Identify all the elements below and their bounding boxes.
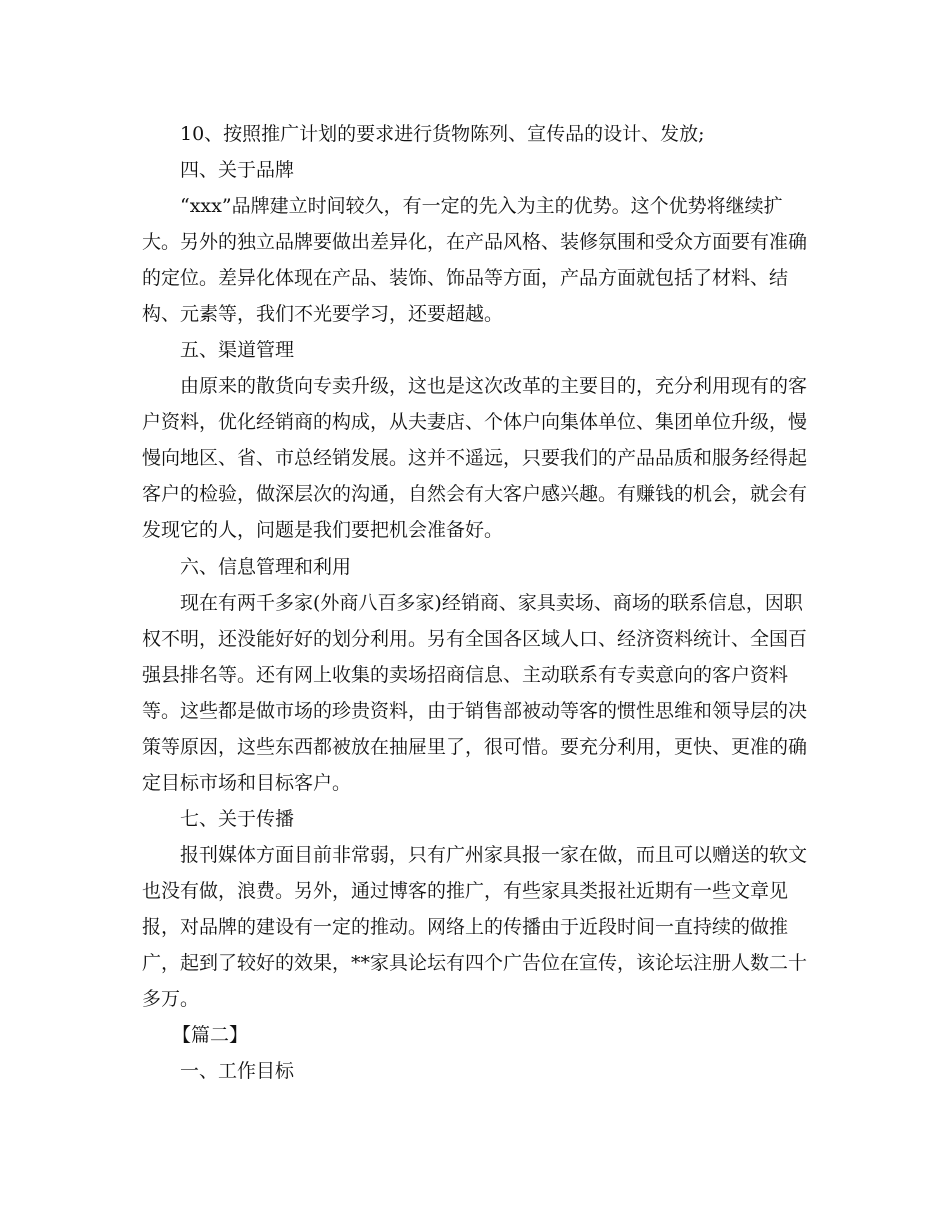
text-line: 发现它的人，问题是我们要把机会准备好。 [142, 519, 504, 541]
text-line: 大。另外的独立品牌要做出差异化，在产品风格、装修氛围和受众方面要有准确 [142, 231, 808, 253]
text-line: 等。这些都是做市场的珍贵资料，由于销售部被动等客的惯性思维和领导层的决 [142, 700, 808, 722]
text-line: 构、元素等，我们不光要学习，还要超越。 [142, 303, 504, 325]
text-line: 权不明，还没能好好的划分利用。另有全国各区域人口、经济资料统计、全国百 [142, 628, 808, 650]
section-heading: 五、渠道管理 [180, 339, 295, 361]
section-heading: 一、工作目标 [180, 1060, 295, 1082]
text-line: 现在有两千多家(外商八百多家)经销商、家具卖场、商场的联系信息，因职 [180, 592, 803, 614]
text-line: “xxx”品牌建立时间较久，有一定的先入为主的优势。这个优势将继续扩 [180, 195, 783, 217]
text-line: 广，起到了较好的效果，**家具论坛有四个广告位在宣传，该论坛注册人数二十 [142, 952, 808, 974]
text-line: 报刊媒体方面目前非常弱，只有广州家具报一家在做，而且可以赠送的软文 [180, 844, 808, 866]
text-line: 户资料，优化经销商的构成，从夫妻店、个体户向集体单位、集团单位升级，慢 [142, 411, 808, 433]
text-line: 由原来的散货向专卖升级，这也是这次改革的主要目的，充分利用现有的客 [180, 375, 808, 397]
section-heading: 七、关于传播 [180, 808, 295, 830]
text-line: 10、按照推广计划的要求进行货物陈列、宣传品的设计、发放; [180, 123, 705, 145]
text-line: 策等原因，这些东西都被放在抽屉里了，很可惜。要充分利用，更快、更准的确 [142, 736, 808, 758]
text-line: 多万。 [142, 988, 200, 1010]
section-heading: 四、关于品牌 [180, 159, 295, 181]
text-line: 慢向地区、省、市总经销发展。这并不遥远，只要我们的产品品质和服务经得起 [142, 447, 808, 469]
text-line: 强县排名等。还有网上收集的卖场招商信息、主动联系有专卖意向的客户资料 [142, 664, 789, 686]
text-line: 客户的检验，做深层次的沟通，自然会有大客户感兴趣。有赚钱的机会，就会有 [142, 483, 808, 505]
part-heading: 【篇二】 [172, 1024, 249, 1046]
text-line: 报，对品牌的建设有一定的推动。网络上的传播由于近段时间一直持续的做推 [142, 916, 789, 938]
text-line: 也没有做，浪费。另外，通过博客的推广，有些家具类报社近期有一些文章见 [142, 880, 789, 902]
text-line: 定目标市场和目标客户。 [142, 772, 352, 794]
text-line: 的定位。差异化体现在产品、装饰、饰品等方面，产品方面就包括了材料、结 [142, 267, 789, 289]
section-heading: 六、信息管理和利用 [180, 556, 352, 578]
